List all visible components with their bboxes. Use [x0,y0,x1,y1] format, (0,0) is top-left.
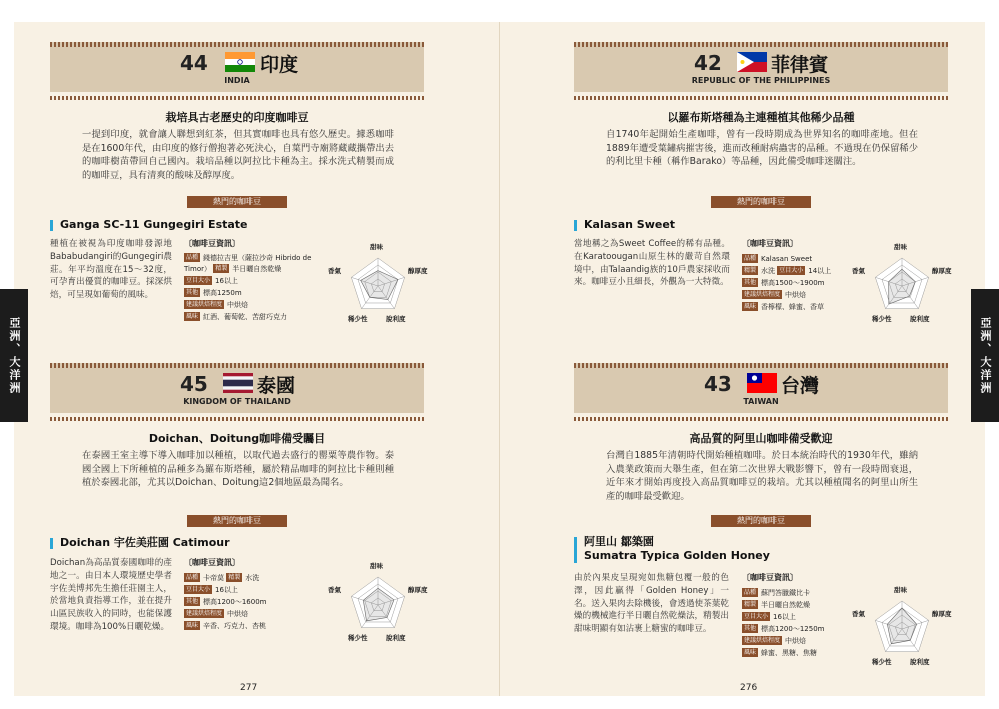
bean-title-line1: 阿里山 鄒築園 [584,535,654,548]
info-tag: 品種 [744,589,757,596]
info-tag: 建議烘焙程度 [186,610,223,617]
bean-info [742,238,852,313]
radar-label-left: 香氣 [328,586,341,594]
info-value: 錢德拉吉里（薩拉沙奇 Hibrido de Timor） [184,254,312,273]
intro-text: 台灣自1885年清朝時代開始種植咖啡。於日本統治時代的1930年代，雖納入農業政策而大舉生產，但在第二次世界大戰影響下，曾有一段時間衰退，近年來才開始再度投入高品質咖啡豆的栽培。尤其以種植聞名的阿里山所生產的咖啡最受歡迎。 [606,450,918,502]
info-row [184,287,312,299]
bean-description: 當地稱之為Sweet Coffee的稀有品種。在Karatoougan山原生林的嚴苛自然環境中，由Talaandig族的10戶農家採收而來。咖啡豆小且細長，外觀為一大特徵。 [574,239,730,288]
bean-title: Doichan 宇佐美莊園 Catimour [50,536,230,550]
info-value: 14以上 [808,267,832,275]
info-tag: 豆目大小 [186,277,211,284]
radar-label-bottom-right: 說利度 [386,315,406,323]
info-row [184,311,312,323]
bean-description: 種植在被視為印度咖啡發源地Bababudangiri的Gungegiri農莊。年平均溫度在15～32度，可孕育出優質的咖啡豆。採深烘焙，可呈現如葡萄的風味。 [50,239,172,301]
info-value: 半日曬自然乾燥 [232,265,282,273]
headline: 高品質的阿里山咖啡備受歡迎 [689,432,833,445]
radar-label-top: 甜味 [894,586,907,594]
info-row [184,299,312,311]
bean-title-line2: Sumatra Typica Golden Honey [584,549,770,562]
info-tag: 豆目大小 [779,267,804,274]
info-row [184,620,312,632]
popular-beans-label: 熱門的咖啡豆 [187,515,287,527]
bean-info [184,238,312,323]
country-name: 台灣 [781,375,820,397]
info-value: 標高1500～1900m [761,279,825,287]
bean-title: Kalasan Sweet [574,218,675,232]
info-value: 中烘焙 [785,637,807,645]
country-english-name: KINGDOM OF THAILAND [183,397,291,406]
radar-label-left: 香氣 [852,610,865,618]
taiwan-flag-icon [747,373,777,393]
india-flag-icon [225,52,255,72]
radar-label-bottom-right: 說利度 [386,634,406,642]
country-english-name: INDIA [224,76,250,85]
banner-rule [574,417,948,421]
bean-info-title: 〔咖啡豆資訊〕 [184,558,240,567]
radar-label-bottom-left: 稀少性 [872,315,892,323]
info-tag: 其他 [744,625,757,632]
info-row [184,253,312,275]
popular-beans-label: 熱門的咖啡豆 [711,515,811,527]
radar-label-bottom-right: 說利度 [910,658,930,666]
info-tag: 品種 [186,254,199,261]
info-row [742,623,852,635]
radar-label-bottom-left: 稀少性 [872,658,892,666]
headline: Doichan、Doitung咖啡備受矚目 [148,432,326,445]
side-tab-left: 亞洲、大洋洲 [0,289,28,422]
country-card-thailand [50,363,428,663]
radar-label-top: 甜味 [370,562,383,570]
info-tag: 精製 [744,267,757,274]
country-banner [574,42,948,92]
radar-label-bottom-left: 稀少性 [348,315,368,323]
info-row [742,647,852,659]
country-card-philippines [574,42,952,342]
info-row [742,301,852,313]
headline: 栽培具古老歷史的印度咖啡豆 [165,111,309,124]
bean-title [574,535,770,563]
country-name: 印度 [260,54,299,76]
info-value: 中烘焙 [785,291,807,299]
info-row [742,277,852,289]
thailand-flag-icon [223,373,253,393]
country-number: 43 [704,372,732,396]
info-value: 中烘焙 [227,301,249,309]
info-tag: 品種 [186,574,199,581]
info-value: 蘇門答臘鐵比卡 [761,589,811,597]
country-card-india [50,42,428,342]
info-value: 香檸檬、蜂蜜、香草 [761,303,825,311]
info-value: 標高1200～1600m [203,598,267,606]
info-tag: 豆目大小 [744,613,769,620]
info-row [742,587,852,599]
country-card-taiwan [574,363,952,673]
info-value: 卡帝莫 [203,574,225,582]
info-value: Kalasan Sweet [761,255,813,263]
radar-label-right: 醇厚度 [408,267,428,275]
info-tag: 精製 [744,601,757,608]
radar-svg [328,242,428,326]
country-name: 泰國 [257,375,296,397]
info-value: 辛香、巧克力、杏桃 [203,622,267,630]
page-number-left: 277 [240,683,258,693]
flavor-radar-chart [852,585,952,669]
info-tag: 精製 [215,265,228,272]
country-number: 45 [180,372,208,396]
country-name: 菲律賓 [771,54,829,76]
bean-description: 由於內果皮呈現宛如焦糖包覆一般的色澤，因此贏得「Golden Honey」一名。送入果肉去除機後，會透過使茶葉乾燥的機械進行半日曬自然乾燥法，精製出甜味明顯有如沾裹上糖蜜的咖啡豆。 [574,573,729,635]
info-tag: 風味 [186,622,199,629]
info-tag: 風味 [744,649,757,656]
radar-label-top: 甜味 [894,243,907,251]
bean-title: Ganga SC-11 Gungegiri Estate [50,218,248,232]
page-gutter [499,22,500,696]
radar-svg [852,585,952,669]
banner-stripes [574,42,948,47]
info-value: 蜂蜜、黑糖、焦糖 [761,649,818,657]
info-row [184,584,312,596]
info-tag: 其他 [186,289,199,296]
info-value: 紅酒、葡萄乾、苦甜巧克力 [203,313,288,321]
country-english-name: REPUBLIC OF THE PHILIPPINES [691,76,831,85]
country-english-name: TAIWAN [743,397,779,406]
radar-label-left: 香氣 [328,267,341,275]
country-banner [50,363,424,413]
info-value: 16以上 [773,613,796,621]
info-value: 標高1200～1250m [761,625,825,633]
info-row [184,275,312,287]
radar-label-top: 甜味 [370,243,383,251]
info-value: 16以上 [215,586,238,594]
intro-text: 自1740年起開始生產咖啡，曾有一段時期成為世界知名的咖啡產地。但在1889年遭受葉鏽病摧害後，進而改種耐病蟲害的品種。不過現在仍保留稀少的利比里卡種（稱作Barako）等品種，因此備受咖啡迷關注。 [606,129,918,167]
info-tag: 建議烘焙程度 [744,637,781,644]
country-banner [50,42,424,92]
info-tag: 其他 [744,279,757,286]
headline: 以羅布斯塔種為主連種植其他稀少品種 [667,111,855,124]
info-row [742,611,852,623]
info-tag: 豆目大小 [186,586,211,593]
radar-svg [328,561,428,645]
info-tag: 風味 [744,303,757,310]
intro-text: 一提到印度，就會讓人聯想到紅茶，但其實咖啡也具有悠久歷史。據悉咖啡是在1600年代，由印度的修行僧抱著必死決心，自葉門寺廟將藏藏攜帶出去的咖啡樹苗帶回自己國內。栽培品種以阿拉比卡種為主。採水洗式精製而成的咖啡豆，具有清爽的酸味及醇厚度。 [82,129,394,181]
info-row [742,635,852,647]
banner-rule [50,417,424,421]
banner-rule [574,96,948,100]
banner-stripes [574,363,948,368]
flavor-radar-chart [328,242,428,326]
info-row [184,596,312,608]
info-tag: 精製 [228,574,241,581]
info-row [184,608,312,620]
page-number-right: 276 [740,683,758,693]
country-number: 42 [694,51,722,75]
info-value: 半日曬自然乾燥 [761,601,811,609]
info-row [742,599,852,611]
info-tag: 品種 [744,255,757,262]
info-tag: 建議烘焙程度 [744,291,781,298]
flavor-radar-chart [328,561,428,645]
philippines-flag-icon [737,52,767,72]
popular-beans-label: 熱門的咖啡豆 [711,196,811,208]
info-row [742,253,852,265]
info-row [184,572,312,584]
bean-info-title: 〔咖啡豆資訊〕 [184,239,240,248]
info-value: 水洗 [245,574,260,582]
popular-beans-label: 熱門的咖啡豆 [187,196,287,208]
country-banner [574,363,948,413]
bean-info-title: 〔咖啡豆資訊〕 [742,239,798,248]
info-tag: 建議烘焙程度 [186,301,223,308]
flavor-radar-chart [852,242,952,326]
bean-info-title: 〔咖啡豆資訊〕 [742,573,798,582]
info-tag: 風味 [186,313,199,320]
intro-text: 在泰國王室主導下導入咖啡加以種植，以取代過去盛行的罌粟等農作物。泰國全國上下所種植的品種多為羅布斯塔種，屬於精品咖啡的阿拉比卡種則種植於泰國北部，尤其以Doichan、Doitung這2個地區最為聞名。 [82,450,394,488]
radar-svg [852,242,952,326]
info-value: 標高1250m [203,289,242,297]
info-tag: 其他 [186,598,199,605]
bean-info [742,572,852,659]
radar-label-right: 醇厚度 [932,267,952,275]
side-tab-right: 亞洲、大洋洲 [971,289,999,422]
info-row [742,289,852,301]
bean-info [184,557,312,632]
radar-label-right: 醇厚度 [932,610,952,618]
radar-label-bottom-left: 稀少性 [348,634,368,642]
banner-rule [50,96,424,100]
banner-stripes [50,363,424,368]
bean-description: Doichan為高品質泰國咖啡的產地之一。由日本人環境歷史學者宇佐美博邦先生擔任莊園主人，於當地負責指導工作，並在提升山區民族收入的同時，也能保護環境。咖啡為100%日曬乾燥。 [50,558,172,632]
banner-stripes [50,42,424,47]
radar-label-left: 香氣 [852,267,865,275]
info-value: 16以上 [215,277,238,285]
info-row [742,265,852,277]
country-number: 44 [180,51,208,75]
info-value: 水洗 [761,267,776,275]
radar-label-right: 醇厚度 [408,586,428,594]
radar-label-bottom-right: 說利度 [910,315,930,323]
info-value: 中烘焙 [227,610,249,618]
